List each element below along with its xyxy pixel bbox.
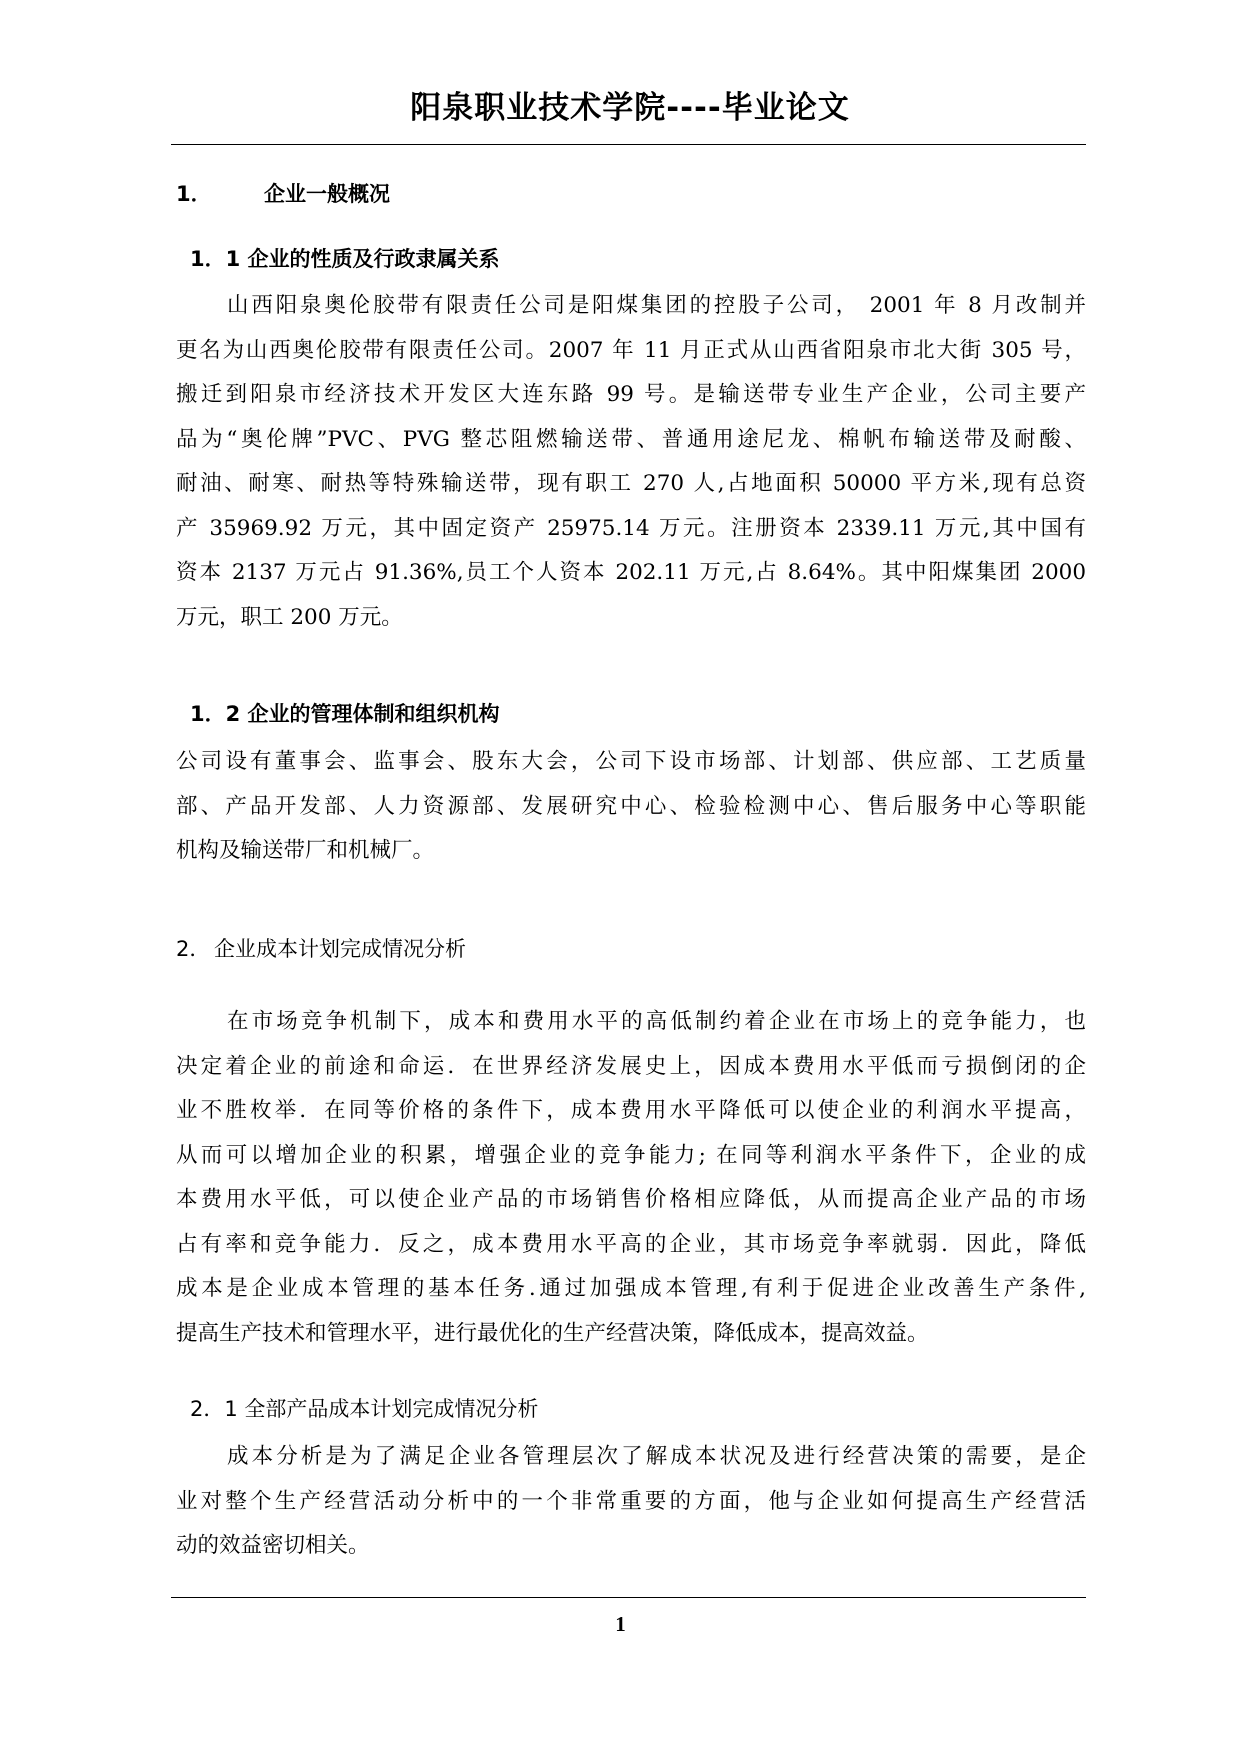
section-2-1-paragraph (176, 1435, 1086, 1569)
paragraph-line: 机构及输送带厂和机械厂。 (176, 838, 435, 863)
paragraph-line: 耐油、耐寒、耐热等特殊输送带，现有职工 270 人,占地面积 50000 平方米,现有总资 (176, 471, 1086, 496)
paragraph-line: 占有率和竞争能力．反之，成本费用水平高的企业，其市场竞争率就弱．因此，降低 (176, 1231, 1086, 1257)
paragraph-line: 资本 2137 万元占 91.36%,员工个人资本 202.11 万元,占 8.64%。其中阳煤集团 2000 (176, 560, 1086, 585)
paragraph-line: 决定着企业的前途和命运．在世界经济发展史上，因成本费用水平低而亏损倒闭的企 (176, 1053, 1086, 1079)
section-1-1-paragraph (176, 284, 1086, 640)
paragraph-line: 更名为山西奥伦胶带有限责任公司。2007 年 11 月正式从山西省阳泉市北大街 305 号， (176, 337, 1086, 363)
page-header-title: 阳泉职业技术学院----毕业论文 (410, 90, 850, 126)
section-2-1-heading: 2．1 全部产品成本计划完成情况分析 (190, 1397, 539, 1421)
section-1-2-paragraph (176, 740, 1086, 874)
paragraph-line: 万元，职工 200 万元。 (176, 604, 403, 630)
section-1-1-heading: 1．1 企业的性质及行政隶属关系 (190, 247, 500, 271)
page-number: 1 (615, 1612, 626, 1636)
section-2-heading (176, 933, 466, 965)
paragraph-line: 品为“奥伦牌”PVC、PVG 整芯阻燃输送带、普通用途尼龙、棉帆布输送带及耐酸、 (176, 426, 1086, 452)
section-1-heading (176, 178, 390, 210)
section-2-number: 2． (176, 937, 211, 961)
paragraph-line: 本费用水平低，可以使企业产品的市场销售价格相应降低，从而提高企业产品的市场 (176, 1187, 1086, 1212)
section-1-number: 1． (176, 182, 212, 206)
paragraph-line: 业不胜枚举．在同等价格的条件下，成本费用水平降低可以使企业的利润水平提高， (176, 1098, 1086, 1123)
paragraph-line: 成本分析是为了满足企业各管理层次了解成本状况及进行经营决策的需要，是企 (227, 1444, 1086, 1469)
paragraph-line: 业对整个生产经营活动分析中的一个非常重要的方面，他与企业如何提高生产经营活 (176, 1488, 1086, 1514)
paragraph-line: 部、产品开发部、人力资源部、发展研究中心、检验检测中心、售后服务中心等职能 (176, 793, 1086, 819)
section-1-title: 企业一般概况 (264, 182, 390, 206)
paragraph-line: 产 35969.92 万元，其中固定资产 25975.14 万元。注册资本 2339.11 万元,其中国有 (176, 515, 1086, 541)
footer-divider (171, 1597, 1086, 1598)
section-2-title: 企业成本计划完成情况分析 (214, 937, 466, 961)
paragraph-line: 公司设有董事会、监事会、股东大会，公司下设市场部、计划部、供应部、工艺质量 (176, 749, 1086, 774)
paragraph-line: 从而可以增加企业的积累，增强企业的竞争能力; 在同等利润水平条件下，企业的成 (176, 1142, 1086, 1168)
header-divider (171, 144, 1086, 145)
paragraph-line: 提高生产技术和管理水平，进行最优化的生产经营决策，降低成本，提高效益。 (176, 1320, 929, 1346)
paragraph-line: 搬迁到阳泉市经济技术开发区大连东路 99 号。是输送带专业生产企业，公司主要产 (176, 382, 1086, 407)
section-2-paragraph (176, 1000, 1086, 1356)
section-1-2-heading: 1．2 企业的管理体制和组织机构 (190, 702, 500, 726)
paragraph-line: 山西阳泉奥伦胶带有限责任公司是阳煤集团的控股子公司， 2001 年 8 月改制并 (227, 293, 1086, 318)
paragraph-line: 动的效益密切相关。 (176, 1533, 370, 1558)
paragraph-line: 在市场竞争机制下，成本和费用水平的高低制约着企业在市场上的竞争能力，也 (227, 1009, 1086, 1034)
paragraph-line: 成本是企业成本管理的基本任务.通过加强成本管理,有利于促进企业改善生产条件, (176, 1276, 1086, 1301)
